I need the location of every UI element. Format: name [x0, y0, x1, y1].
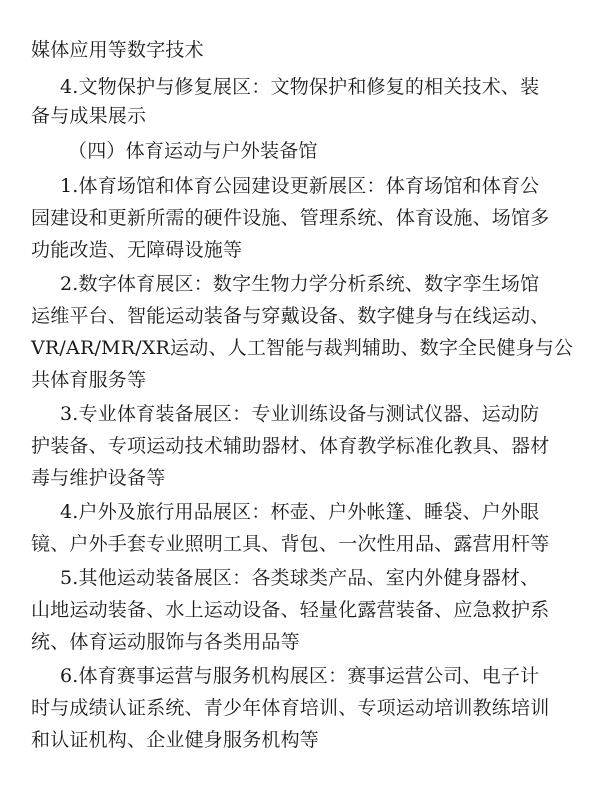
item-venues-parks: 1.体育场馆和体育公园建设更新展区：体育场馆和体育公: [60, 175, 540, 197]
text-line-continuation: 共体育服务等: [31, 369, 147, 391]
text-line-continuation: 山地运动装备、水上运动设备、轻量化露营装备、应急救护系: [31, 599, 550, 621]
item-digital-sports: 2.数字体育展区：数字生物力学分析系统、数字孪生场馆: [60, 273, 540, 295]
item-other-sports-equipment: 5.其他运动装备展区：各类球类产品、室内外健身器材、: [60, 567, 540, 589]
text-line-continuation: 时与成绩认证系统、青少年体育培训、专项运动培训教练培训: [31, 697, 550, 719]
text-line-continuation: VR/AR/MR/XR运动、人工智能与裁判辅助、数字全民健身与公: [31, 337, 574, 359]
text-line-continuation: 园建设和更新所需的硬件设施、管理系统、体育设施、场馆多: [31, 207, 550, 229]
text-line-continuation: 统、体育运动服饰与各类用品等: [31, 631, 300, 653]
item-heritage-protection: 4.文物保护与修复展区：文物保护和修复的相关技术、装: [60, 76, 540, 98]
text-line-continuation: 备与成果展示: [31, 105, 147, 127]
text-line-continuation: 毒与维护设备等: [31, 467, 166, 489]
item-outdoor-travel: 4.户外及旅行用品展区：杯壶、户外帐篷、睡袋、户外眼: [60, 501, 540, 523]
text-line-continuation: 和认证机构、企业健身服务机构等: [31, 729, 320, 751]
text-line-continuation: 运维平台、智能运动装备与穿戴设备、数字健身与在线运动、: [31, 305, 550, 327]
item-event-operations: 6.体育赛事运营与服务机构展区：赛事运营公司、电子计: [60, 665, 540, 687]
text-line-continuation: 镜、户外手套专业照明工具、背包、一次性用品、露营用杆等: [31, 533, 550, 555]
text-line-continuation: 媒体应用等数字技术: [31, 39, 204, 61]
item-professional-equipment: 3.专业体育装备展区：专业训练设备与测试仪器、运动防: [60, 403, 540, 425]
section-heading-sports-outdoor: （四）体育运动与户外装备馆: [68, 140, 318, 162]
text-line-continuation: 护装备、专项运动技术辅助器材、体育教学标准化教具、器材: [31, 435, 550, 457]
text-line-continuation: 功能改造、无障碍设施等: [31, 239, 243, 261]
